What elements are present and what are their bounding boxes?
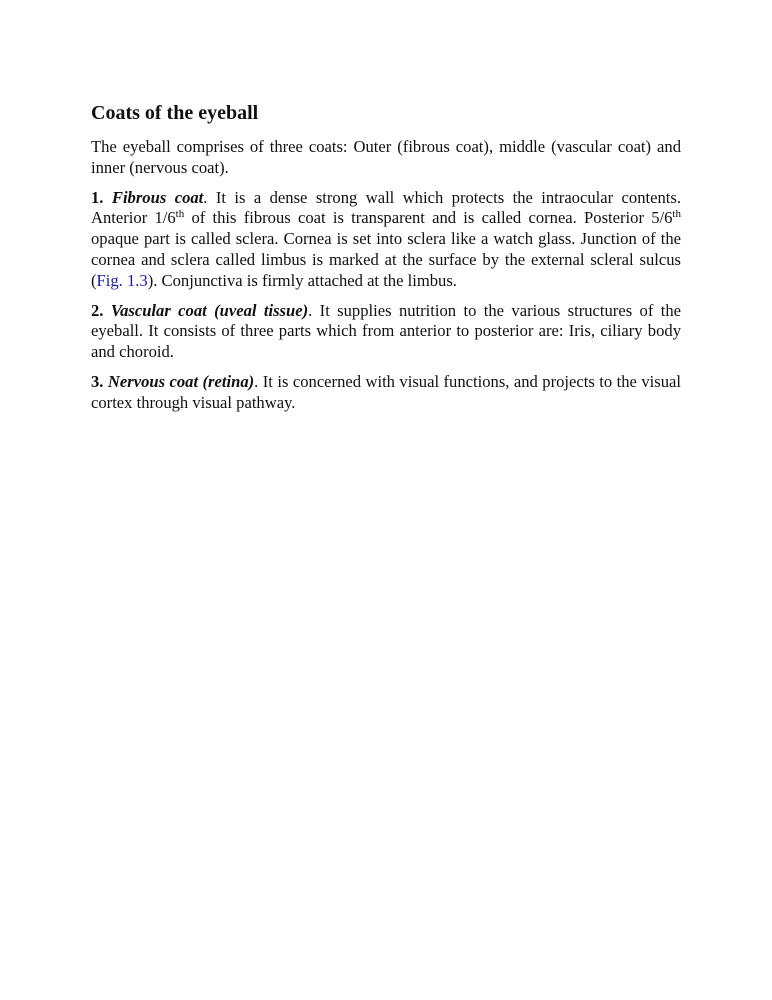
figure-reference-link[interactable]: Fig. 1.3: [96, 270, 148, 290]
paragraph-text: . It is a dense strong wall which protects the intraocular contents. Anterior 1/6: [91, 187, 682, 228]
nervous-coat-paragraph: [91, 372, 681, 414]
item-number: 1.: [91, 187, 104, 207]
document-page: [91, 100, 681, 423]
fibrous-coat-paragraph: [91, 188, 681, 292]
term-fibrous-coat: Fibrous coat: [111, 187, 204, 207]
vascular-coat-paragraph: [91, 301, 681, 363]
paragraph-text: ). Conjunctiva is firmly attached at the limbus.: [147, 270, 457, 290]
paragraph-text: opaque part is called sclera. Cornea is set into sclera like a watch glass. Junction of the cornea and sclera called limbus is marked at the surface by the external scleral sulcus (: [91, 229, 681, 290]
paragraph-text: of this fibrous coat is transparent and is called cornea. Posterior 5/6: [184, 208, 673, 228]
item-number: 2.: [91, 300, 104, 320]
item-number: 3.: [91, 371, 104, 391]
section-heading: Coats of the eyeball: [91, 102, 259, 124]
superscript: th: [672, 208, 681, 221]
term-nervous-coat: Nervous coat (retina): [107, 371, 255, 391]
paragraph-text: . It is concerned with visual functions, and projects to the visual cortex through visual pathway.: [91, 371, 681, 412]
paragraph-text: . It supplies nutrition to the various structures of the eyeball. It consists of three parts which from anterior to posterior are: Iris, ciliary body and choroid.: [91, 300, 681, 362]
intro-paragraph: The eyeball comprises of three coats: Outer (fibrous coat), middle (vascular coat) and inner (nervous coat).: [91, 137, 681, 177]
superscript: th: [175, 208, 185, 221]
term-vascular-coat: Vascular coat (uveal tissue): [110, 300, 309, 320]
